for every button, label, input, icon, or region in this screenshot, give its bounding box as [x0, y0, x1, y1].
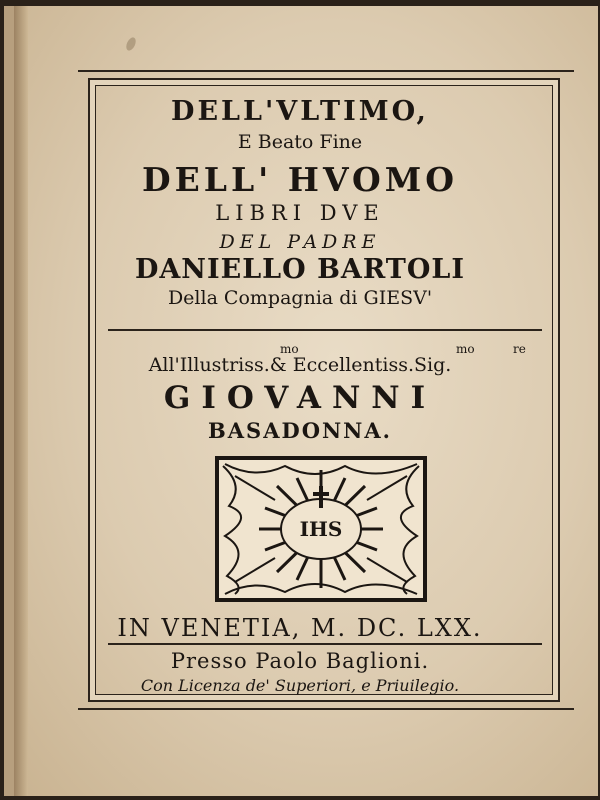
superscript-1: mo	[280, 342, 299, 356]
title-line-2: E Beato Fine	[237, 131, 363, 153]
title-line-5: DEL PADRE	[219, 231, 381, 253]
author-name: DANIELLO BARTOLI	[134, 254, 466, 285]
title-line-4: LIBRI DVE	[215, 201, 385, 225]
imprint-printer: Presso Paolo Baglioni.	[170, 649, 430, 673]
dedicatee-first-name: GIOVANNI	[163, 380, 437, 416]
superscript-2: mo	[456, 342, 475, 356]
ihs-emblem-icon	[215, 456, 427, 602]
divider-rule-top	[108, 329, 542, 331]
divider-rule-bottom	[108, 643, 542, 645]
author-society: Della Compagnia di GIESV'	[167, 287, 433, 309]
title-line-3: DELL' HVOMO	[142, 160, 458, 199]
title-line-1: DELL'VLTIMO,	[171, 96, 429, 127]
emblem-ihs-text: IHS	[299, 517, 343, 541]
superscript-3: re	[513, 342, 526, 356]
imprint-place-date: IN VENETIA, M. DC. LXX.	[117, 614, 483, 642]
dedicatee-last-name: BASADONNA.	[207, 418, 392, 443]
dedication-line: All'Illustriss.& Eccellentiss.Sig.	[148, 354, 452, 376]
imprint-license: Con Licenza de' Superiori, e Priuilegio.	[140, 676, 460, 695]
